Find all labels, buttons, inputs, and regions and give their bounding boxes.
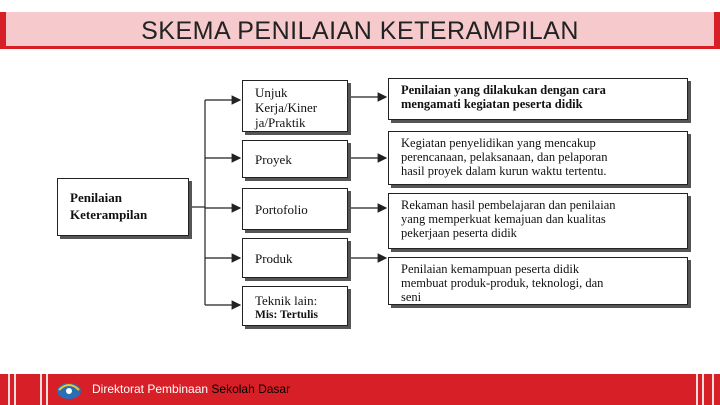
description-line: pekerjaan peserta didik xyxy=(401,226,517,240)
ministry-logo-icon xyxy=(56,378,82,400)
description-unjuk-kerja xyxy=(388,78,688,120)
description-line: Penilaian kemampuan peserta didik xyxy=(401,262,580,276)
footer-text-directorate: Direktorat Pembinaan xyxy=(92,382,212,396)
footer-right-stripes xyxy=(692,374,720,405)
footer-text-sd: Sekolah Dasar xyxy=(211,382,291,396)
footer-stripe xyxy=(40,374,42,405)
description-line: Penilaian yang dilakukan dengan cara xyxy=(401,83,606,97)
method-label: Mis: Tertulis xyxy=(255,309,318,321)
method-node-unjuk-kerja xyxy=(242,80,348,132)
method-label: Portofolio xyxy=(255,202,308,217)
method-node-portofolio xyxy=(242,188,348,230)
description-line: mengamati kegiatan peserta didik xyxy=(401,97,583,111)
description-line: membuat produk-produk, teknologi, dan xyxy=(401,276,604,290)
method-label: ja/Praktik xyxy=(255,115,306,130)
footer-stripe xyxy=(46,374,48,405)
description-line: yang memperkuat kemajuan dan kualitas xyxy=(401,212,606,226)
description-line: seni xyxy=(401,290,422,304)
method-node-proyek xyxy=(242,140,348,178)
method-label: Produk xyxy=(255,251,293,266)
description-portofolio xyxy=(388,193,688,249)
root-label-line1: Penilaian xyxy=(70,190,123,205)
description-line: perencanaan, pelaksanaan, dan pelaporan xyxy=(401,150,608,164)
method-label: Unjuk xyxy=(255,85,288,100)
method-label: Teknik lain: xyxy=(255,293,318,308)
description-line: Rekaman hasil pembelajaran dan penilaian xyxy=(401,198,616,212)
slide-title: SKEMA PENILAIAN KETERAMPILAN xyxy=(141,17,579,45)
method-node-teknik-lain xyxy=(242,286,348,326)
footer-stripe xyxy=(14,374,16,405)
footer-text xyxy=(92,382,290,396)
method-label: Proyek xyxy=(255,152,292,167)
footer-bar xyxy=(0,374,720,405)
root-label-line2: Keterampilan xyxy=(70,207,148,222)
description-line: Kegiatan penyelidikan yang mencakup xyxy=(401,136,596,150)
footer-stripe xyxy=(8,374,10,405)
description-proyek xyxy=(388,131,688,185)
description-produk xyxy=(388,257,688,305)
method-label: Kerja/Kiner xyxy=(255,100,318,115)
method-node-produk xyxy=(242,238,348,278)
root-node xyxy=(57,178,189,236)
description-line: hasil proyek dalam kurun waktu tertentu. xyxy=(401,164,607,178)
